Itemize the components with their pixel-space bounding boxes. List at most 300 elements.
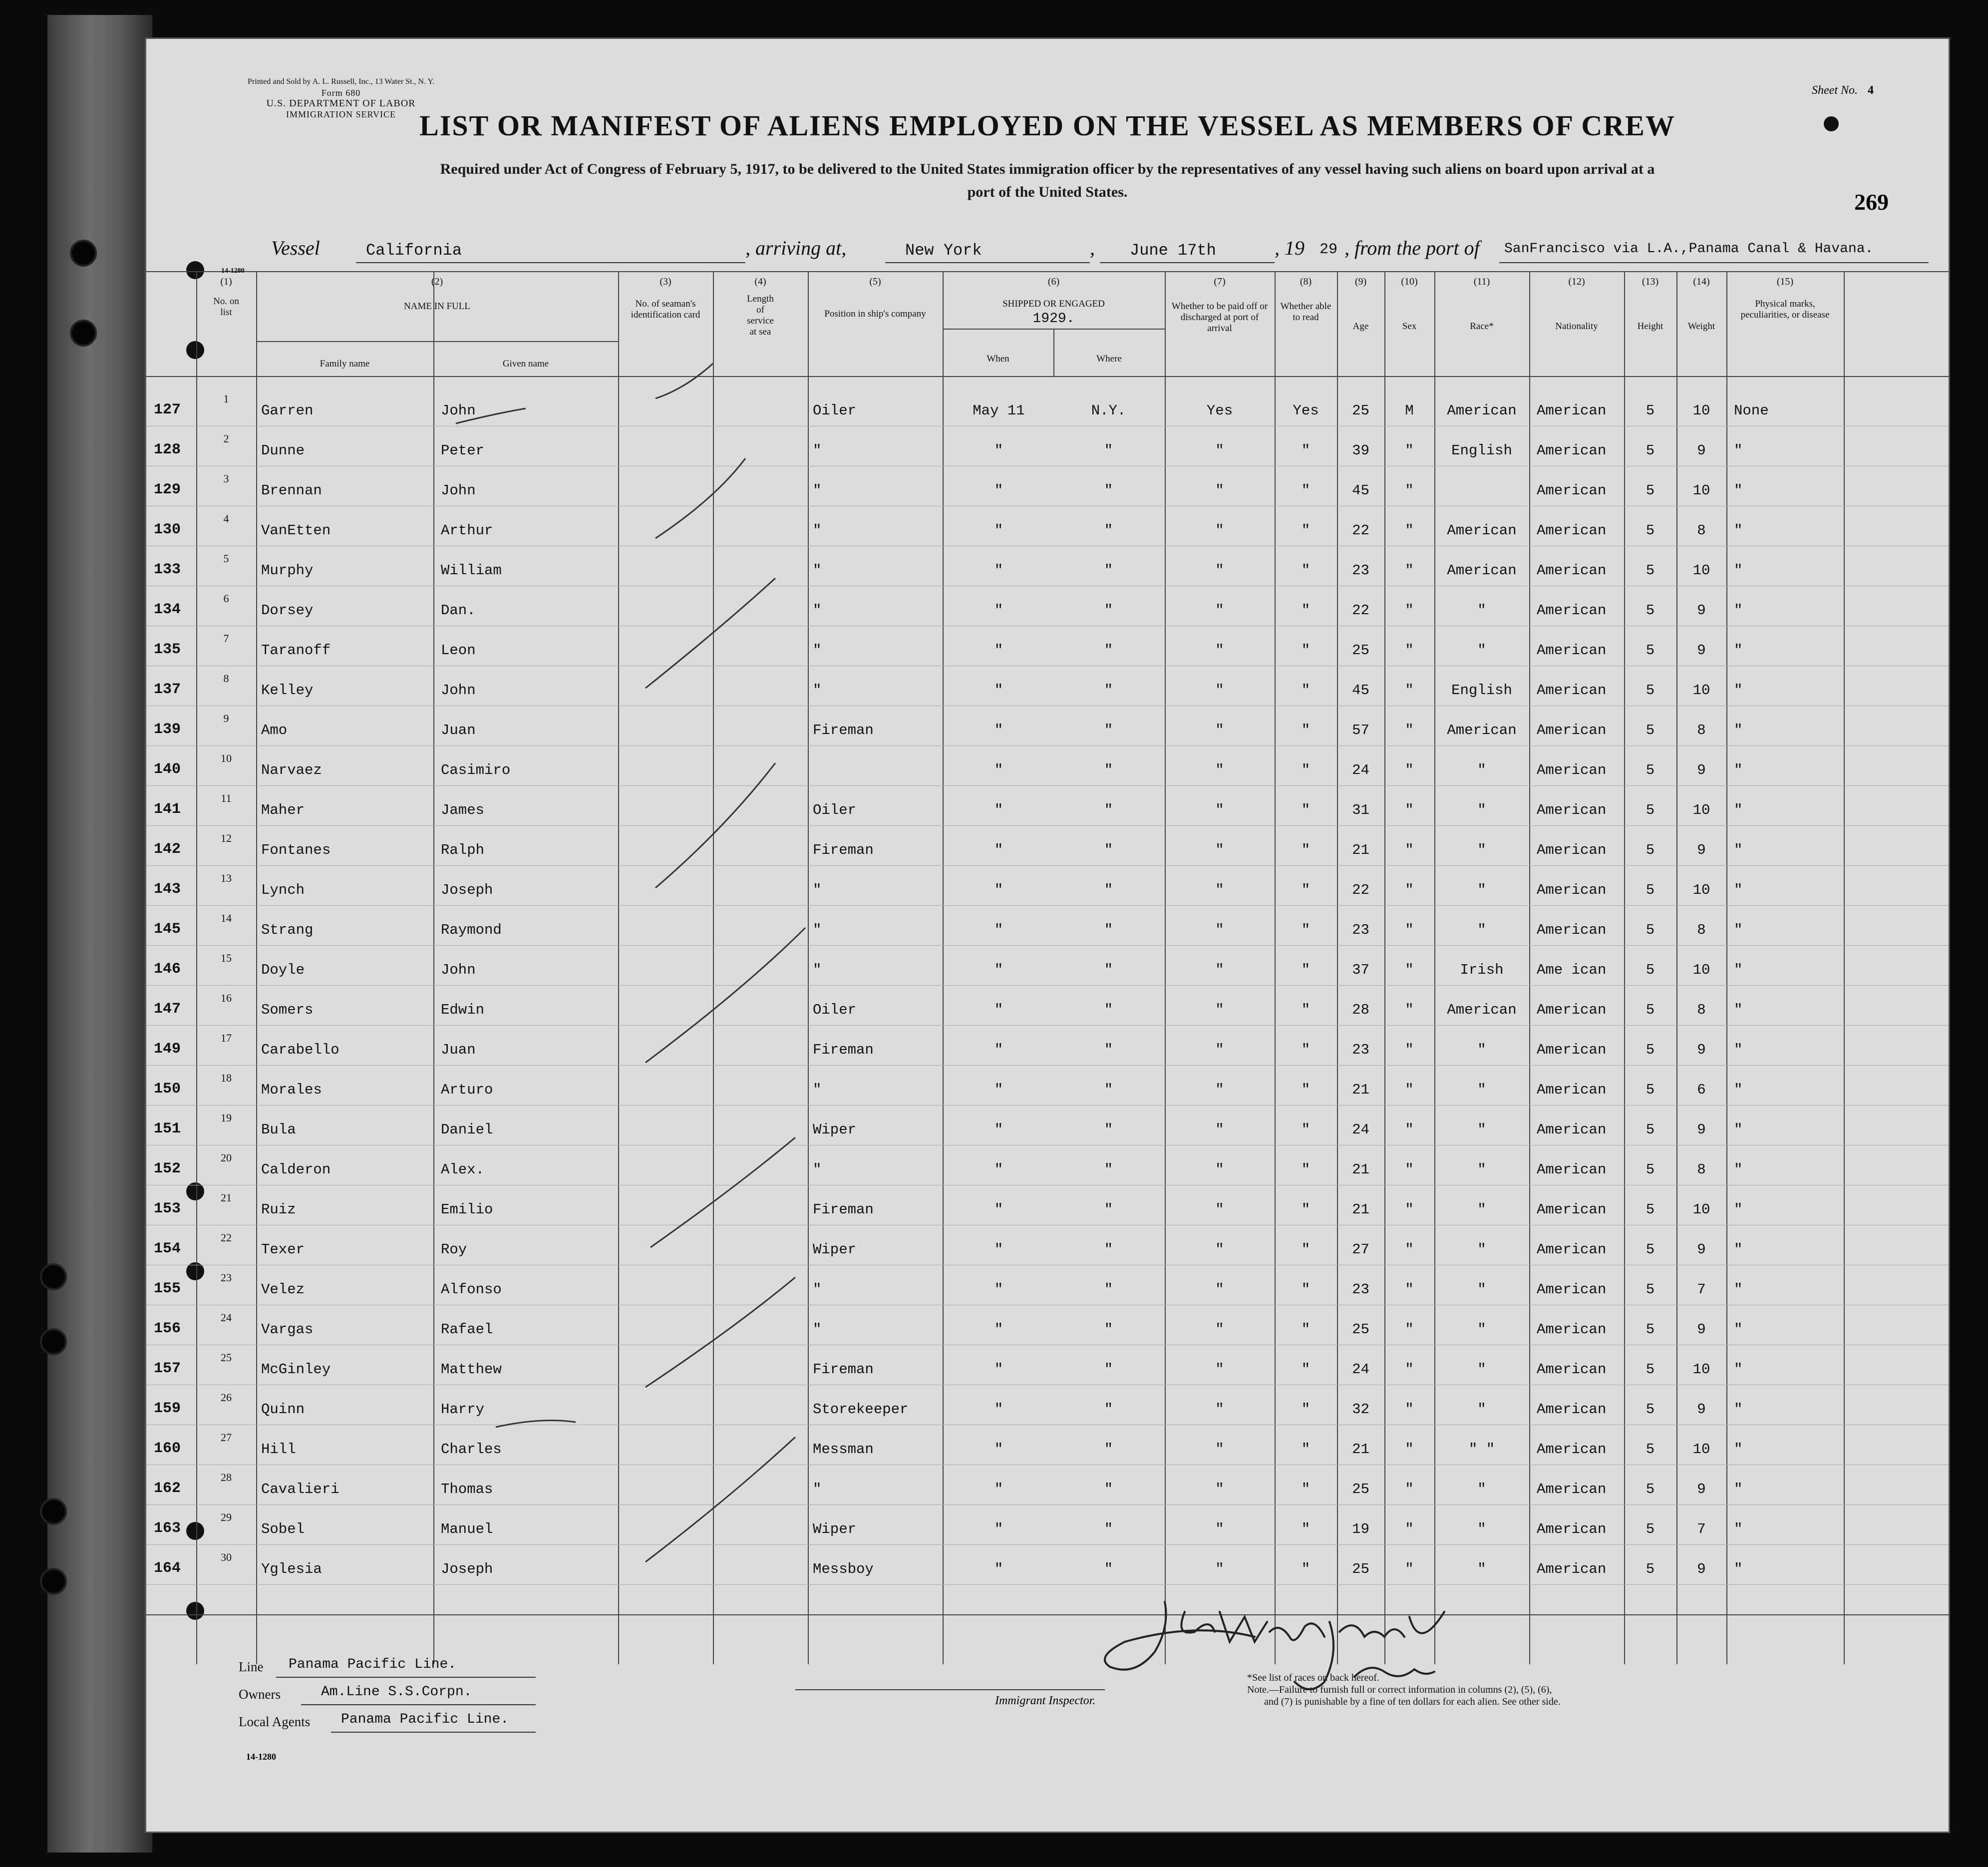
sex: " <box>1405 482 1414 499</box>
weight: 10 <box>1692 882 1710 898</box>
age: 25 <box>1352 642 1369 659</box>
shipped-when: " <box>994 882 1003 898</box>
row-number: 17 <box>221 1032 232 1044</box>
age: 22 <box>1352 602 1369 619</box>
age: 45 <box>1352 682 1369 699</box>
paid-off: " <box>1215 1042 1224 1058</box>
height: 5 <box>1646 402 1655 419</box>
sex: " <box>1405 1321 1414 1338</box>
given-name: Dan. <box>441 602 476 619</box>
weight: 10 <box>1692 402 1710 419</box>
col-4-number: (4) <box>754 276 766 287</box>
margin-ledger-number: 162 <box>154 1480 181 1497</box>
height: 5 <box>1646 1002 1655 1018</box>
paid-off: " <box>1215 682 1224 699</box>
height: 5 <box>1646 802 1655 818</box>
position: Fireman <box>813 1361 874 1378</box>
height: 5 <box>1646 1401 1655 1418</box>
col-5-number: (5) <box>869 276 881 287</box>
age: 23 <box>1352 1281 1369 1298</box>
shipped-where: " <box>1104 1361 1113 1378</box>
able-to-read: " <box>1301 1161 1311 1178</box>
physical-marks: " <box>1734 722 1743 739</box>
nationality: American <box>1537 442 1607 459</box>
nationality: American <box>1537 1561 1607 1577</box>
able-to-read: " <box>1301 922 1311 938</box>
row-number: 14 <box>221 912 232 924</box>
family-name: Maher <box>261 802 305 818</box>
able-to-read: " <box>1301 562 1311 579</box>
sex: " <box>1405 642 1414 659</box>
nationality: American <box>1537 602 1607 619</box>
family-name: McGinley <box>261 1361 331 1378</box>
family-name: Murphy <box>261 562 314 579</box>
races-note: *See list of races on back hereof. <box>1247 1672 1379 1683</box>
shipped-where: " <box>1104 1042 1113 1058</box>
able-to-read: " <box>1301 882 1311 898</box>
family-name: Hill <box>261 1441 296 1458</box>
row-number: 30 <box>221 1551 232 1563</box>
able-to-read: Yes <box>1293 402 1319 419</box>
position: " <box>813 1321 822 1338</box>
sex: " <box>1405 1561 1414 1577</box>
paid-off: " <box>1215 1241 1224 1258</box>
family-name: Lynch <box>261 882 305 898</box>
family-name: Sobel <box>261 1521 305 1537</box>
given-name: Juan <box>441 1042 476 1058</box>
paid-off: " <box>1215 882 1224 898</box>
margin-ledger-number: 146 <box>154 961 181 978</box>
col-6-number: (6) <box>1047 276 1060 287</box>
able-to-read: " <box>1301 1441 1311 1458</box>
given-name: Harry <box>441 1401 485 1418</box>
shipped-where: " <box>1104 842 1113 858</box>
given-name: Arturo <box>441 1082 493 1098</box>
paid-off: " <box>1215 1161 1224 1178</box>
col-11-header: Race* <box>1470 321 1494 332</box>
row-number: 19 <box>221 1112 232 1124</box>
age: 24 <box>1352 1361 1369 1378</box>
shipped-where: " <box>1104 1002 1113 1018</box>
paid-off: " <box>1215 1201 1224 1218</box>
row-number: 10 <box>221 752 232 764</box>
nationality: American <box>1537 1082 1607 1098</box>
year-prefix: , 19 <box>1275 237 1305 259</box>
age: 21 <box>1352 1161 1369 1178</box>
shipped-where: " <box>1104 482 1113 499</box>
col-10-header: Sex <box>1402 321 1417 332</box>
shipped-when: " <box>994 482 1003 499</box>
age: 25 <box>1352 1481 1369 1497</box>
sex: " <box>1405 802 1414 818</box>
physical-marks: " <box>1734 1121 1743 1138</box>
margin-ledger-number: 149 <box>154 1041 181 1058</box>
given-name: Peter <box>441 442 485 459</box>
sex: " <box>1405 1481 1414 1497</box>
race: " <box>1477 1281 1486 1298</box>
shipped-when: " <box>994 1281 1003 1298</box>
arriving-value: New York <box>905 241 982 260</box>
shipped-when: " <box>994 1082 1003 1098</box>
margin-ledger-number: 127 <box>154 401 181 418</box>
binder-hole <box>40 1263 67 1290</box>
race: " <box>1477 1241 1486 1258</box>
age: 21 <box>1352 1201 1369 1218</box>
position: Wiper <box>813 1241 857 1258</box>
inspector-signature <box>1095 1582 1474 1702</box>
race: " <box>1477 1082 1486 1098</box>
margin-ledger-number: 139 <box>154 721 181 738</box>
physical-marks: " <box>1734 1401 1743 1418</box>
col-2-header: NAME IN FULL <box>404 301 470 312</box>
nationality: American <box>1537 882 1607 898</box>
owners-value: Am.Line S.S.Corpn. <box>321 1684 472 1700</box>
margin-ledger-number: 134 <box>154 601 181 618</box>
nationality: Ame ican <box>1537 962 1607 978</box>
weight: 9 <box>1697 1321 1706 1338</box>
nationality: American <box>1537 1281 1607 1298</box>
age: 25 <box>1352 1321 1369 1338</box>
race: " <box>1477 1401 1486 1418</box>
family-name: Vargas <box>261 1321 314 1338</box>
position: " <box>813 602 822 619</box>
given-name: Alex. <box>441 1161 485 1178</box>
height: 5 <box>1646 522 1655 539</box>
able-to-read: " <box>1301 1281 1311 1298</box>
position: " <box>813 482 822 499</box>
shipped-when: " <box>994 1201 1003 1218</box>
able-to-read: " <box>1301 1561 1311 1577</box>
given-name: Joseph <box>441 1561 493 1577</box>
race: " <box>1477 802 1486 818</box>
sex: " <box>1405 1002 1414 1018</box>
margin-ledger-number: 157 <box>154 1360 181 1377</box>
height: 5 <box>1646 1241 1655 1258</box>
weight: 6 <box>1697 1082 1706 1098</box>
given-name: John <box>441 482 476 499</box>
shipped-when: " <box>994 1561 1003 1577</box>
family-name: Dorsey <box>261 602 314 619</box>
nationality: American <box>1537 1361 1607 1378</box>
row-number: 9 <box>223 712 229 725</box>
col-6-where-header: Where <box>1096 354 1122 364</box>
given-name: Emilio <box>441 1201 493 1218</box>
weight: 10 <box>1692 1201 1710 1218</box>
sex: " <box>1405 562 1414 579</box>
race: " <box>1477 882 1486 898</box>
physical-marks: " <box>1734 522 1743 539</box>
height: 5 <box>1646 1481 1655 1497</box>
age: 21 <box>1352 842 1369 858</box>
nationality: American <box>1537 722 1607 739</box>
position: " <box>813 642 822 659</box>
race: American <box>1447 1002 1517 1018</box>
shipped-when: " <box>994 642 1003 659</box>
shipped-where: " <box>1104 962 1113 978</box>
given-name: Daniel <box>441 1121 493 1138</box>
given-name: Edwin <box>441 1002 485 1018</box>
printer-line: Printed and Sold by A. L. Russell, Inc., 13 Water St., N. Y. <box>248 77 434 86</box>
shipped-when: " <box>994 722 1003 739</box>
age: 22 <box>1352 522 1369 539</box>
row-number: 3 <box>223 472 229 485</box>
margin-ledger-number: 155 <box>154 1280 181 1297</box>
row-number: 21 <box>221 1191 232 1204</box>
nationality: American <box>1537 522 1607 539</box>
shipped-when: " <box>994 802 1003 818</box>
shipped-when: " <box>994 1002 1003 1018</box>
paid-off: " <box>1215 1441 1224 1458</box>
paid-off: " <box>1215 1281 1224 1298</box>
race: American <box>1447 522 1517 539</box>
race: American <box>1447 402 1517 419</box>
age: 21 <box>1352 1082 1369 1098</box>
race: " <box>1477 1121 1486 1138</box>
col-5-header: Position in ship's company <box>824 309 926 319</box>
sex: M <box>1405 402 1414 419</box>
paid-off: " <box>1215 602 1224 619</box>
sex: " <box>1405 1042 1414 1058</box>
able-to-read: " <box>1301 1082 1311 1098</box>
family-name: Doyle <box>261 962 305 978</box>
physical-marks: " <box>1734 642 1743 659</box>
family-name: Morales <box>261 1082 322 1098</box>
date-value: June 17th <box>1130 241 1216 260</box>
paid-off: " <box>1215 922 1224 938</box>
penalty-note-line-2: and (7) is punishable by a fine of ten dollars for each alien. See other side. <box>1264 1696 1561 1707</box>
height: 5 <box>1646 962 1655 978</box>
height: 5 <box>1646 1361 1655 1378</box>
position: Storekeeper <box>813 1401 909 1418</box>
family-name: Velez <box>261 1281 305 1298</box>
shipped-when: " <box>994 562 1003 579</box>
physical-marks: " <box>1734 1002 1743 1018</box>
shipped-when: " <box>994 1401 1003 1418</box>
col-13-header: Height <box>1637 321 1663 332</box>
binder-hole <box>40 1328 67 1355</box>
row-number: 6 <box>223 592 229 605</box>
physical-marks: " <box>1734 1241 1743 1258</box>
paid-off: " <box>1215 1361 1224 1378</box>
given-name: John <box>441 682 476 699</box>
shipped-where: " <box>1104 1241 1113 1258</box>
race: " <box>1477 1042 1486 1058</box>
col-3-header: No. of seaman's identification card <box>631 299 700 320</box>
race: " <box>1477 602 1486 619</box>
shipped-when: " <box>994 922 1003 938</box>
family-name: VanEtten <box>261 522 331 539</box>
physical-marks: " <box>1734 1521 1743 1537</box>
service-label: IMMIGRATION SERVICE <box>286 109 396 119</box>
paid-off: " <box>1215 842 1224 858</box>
department-label: U.S. DEPARTMENT OF LABOR <box>266 98 416 109</box>
row-number: 11 <box>221 792 232 804</box>
col-7-number: (7) <box>1214 276 1226 287</box>
page-number: 269 <box>1854 189 1889 215</box>
shipped-when: " <box>994 442 1003 459</box>
height: 5 <box>1646 842 1655 858</box>
able-to-read: " <box>1301 1241 1311 1258</box>
height: 5 <box>1646 682 1655 699</box>
height: 5 <box>1646 562 1655 579</box>
margin-ledger-number: 137 <box>154 681 181 698</box>
race: " <box>1477 762 1486 778</box>
shipped-when: " <box>994 1441 1003 1458</box>
nationality: American <box>1537 1241 1607 1258</box>
height: 5 <box>1646 642 1655 659</box>
col-2-number: (2) <box>431 276 443 287</box>
given-name: Rafael <box>441 1321 493 1338</box>
race: English <box>1451 682 1512 699</box>
paid-off: " <box>1215 1401 1224 1418</box>
position: " <box>813 1082 822 1098</box>
position: " <box>813 1481 822 1497</box>
height: 5 <box>1646 1121 1655 1138</box>
height: 5 <box>1646 1321 1655 1338</box>
col-1-number: (1) <box>220 276 232 287</box>
col-4-header: Length of service at sea <box>747 294 774 337</box>
shipped-where: N.Y. <box>1091 402 1126 419</box>
physical-marks: " <box>1734 1441 1743 1458</box>
sex: " <box>1405 522 1414 539</box>
able-to-read: " <box>1301 522 1311 539</box>
binder-hole <box>70 240 97 267</box>
paid-off: " <box>1215 482 1224 499</box>
inspector-label: Immigrant Inspector. <box>995 1694 1096 1707</box>
age: 24 <box>1352 1121 1369 1138</box>
shipped-when: " <box>994 1321 1003 1338</box>
weight: 9 <box>1697 602 1706 619</box>
able-to-read: " <box>1301 1401 1311 1418</box>
given-name: Leon <box>441 642 476 659</box>
weight: 9 <box>1697 762 1706 778</box>
height: 5 <box>1646 482 1655 499</box>
sex: " <box>1405 882 1414 898</box>
col-9-header: Age <box>1352 321 1369 332</box>
given-name: Manuel <box>441 1521 493 1537</box>
row-number: 4 <box>223 512 229 525</box>
weight: 10 <box>1692 1441 1710 1458</box>
nationality: American <box>1537 1042 1607 1058</box>
weight: 10 <box>1692 562 1710 579</box>
height: 5 <box>1646 1281 1655 1298</box>
shipped-when: " <box>994 962 1003 978</box>
family-name: Kelley <box>261 682 314 699</box>
sex: " <box>1405 682 1414 699</box>
paid-off: " <box>1215 1121 1224 1138</box>
margin-ledger-number: 130 <box>154 521 181 538</box>
physical-marks: " <box>1734 1361 1743 1378</box>
subtitle-line-1: Required under Act of Congress of February 5, 1917, to be delivered to the United States immigration officer by the representatives of any vessel having such aliens on board upon arrival at a <box>440 161 1655 177</box>
form-number: Form 680 <box>321 88 361 98</box>
sex: " <box>1405 1201 1414 1218</box>
able-to-read: " <box>1301 1361 1311 1378</box>
arriving-label: , arriving at, <box>745 237 847 259</box>
position: Oiler <box>813 802 857 818</box>
shipped-where: " <box>1104 1401 1113 1418</box>
weight: 10 <box>1692 482 1710 499</box>
nationality: American <box>1537 1002 1607 1018</box>
position: Oiler <box>813 1002 857 1018</box>
family-name: Narvaez <box>261 762 322 778</box>
family-name: Fontanes <box>261 842 331 858</box>
weight: 8 <box>1697 722 1706 739</box>
shipped-where: " <box>1104 522 1113 539</box>
height: 5 <box>1646 1561 1655 1577</box>
family-name: Ruiz <box>261 1201 296 1218</box>
given-name: John <box>441 402 476 419</box>
race: American <box>1447 722 1517 739</box>
row-number: 5 <box>223 552 229 565</box>
position: " <box>813 562 822 579</box>
given-name: Casimiro <box>441 762 511 778</box>
shipped-when: " <box>994 1241 1003 1258</box>
physical-marks: " <box>1734 1161 1743 1178</box>
subtitle-line-2: port of the United States. <box>967 184 1128 200</box>
margin-ledger-number: 140 <box>154 761 181 778</box>
col-14-header: Weight <box>1687 321 1715 332</box>
position: Fireman <box>813 722 874 739</box>
nationality: American <box>1537 802 1607 818</box>
position: " <box>813 1161 822 1178</box>
vessel-label: Vessel <box>271 237 320 259</box>
shipped-where: " <box>1104 1521 1113 1537</box>
family-name: Texer <box>261 1241 305 1258</box>
race: " " <box>1468 1441 1495 1458</box>
sex: " <box>1405 962 1414 978</box>
sex: " <box>1405 1361 1414 1378</box>
height: 5 <box>1646 1042 1655 1058</box>
col-13-number: (13) <box>1642 276 1659 287</box>
paid-off: " <box>1215 1521 1224 1537</box>
weight: 8 <box>1697 1002 1706 1018</box>
row-number: 26 <box>221 1391 232 1404</box>
position: " <box>813 522 822 539</box>
position: " <box>813 962 822 978</box>
local-agents-label: Local Agents <box>239 1714 311 1729</box>
col-2-given-header: Given name <box>502 359 549 369</box>
age: 45 <box>1352 482 1369 499</box>
weight: 8 <box>1697 522 1706 539</box>
margin-ledger-number: 150 <box>154 1081 181 1098</box>
position: Wiper <box>813 1521 857 1537</box>
sex: " <box>1405 602 1414 619</box>
paid-off: " <box>1215 442 1224 459</box>
family-name: Strang <box>261 922 314 938</box>
vessel-line: Vessel California , arriving at, New York , June 17th , 19 29 , from the port of SanFrancisco via L.A.,Panama Canal & Havana. <box>271 236 1929 266</box>
able-to-read: " <box>1301 1121 1311 1138</box>
sheet-number-value: 4 <box>1868 84 1874 97</box>
shipped-when: " <box>994 602 1003 619</box>
race: " <box>1477 1521 1486 1537</box>
shipped-where: " <box>1104 1201 1113 1218</box>
nationality: American <box>1537 1121 1607 1138</box>
physical-marks: " <box>1734 442 1743 459</box>
position: " <box>813 682 822 699</box>
height: 5 <box>1646 1521 1655 1537</box>
margin-ledger-number: 152 <box>154 1160 181 1177</box>
weight: 8 <box>1697 1161 1706 1178</box>
weight: 9 <box>1697 642 1706 659</box>
race: American <box>1447 562 1517 579</box>
shipped-where: " <box>1104 1561 1113 1577</box>
paid-off: " <box>1215 1082 1224 1098</box>
age: 57 <box>1352 722 1369 739</box>
binder-hole <box>70 320 97 347</box>
age: 24 <box>1352 762 1369 778</box>
age: 37 <box>1352 962 1369 978</box>
weight: 7 <box>1697 1521 1706 1537</box>
